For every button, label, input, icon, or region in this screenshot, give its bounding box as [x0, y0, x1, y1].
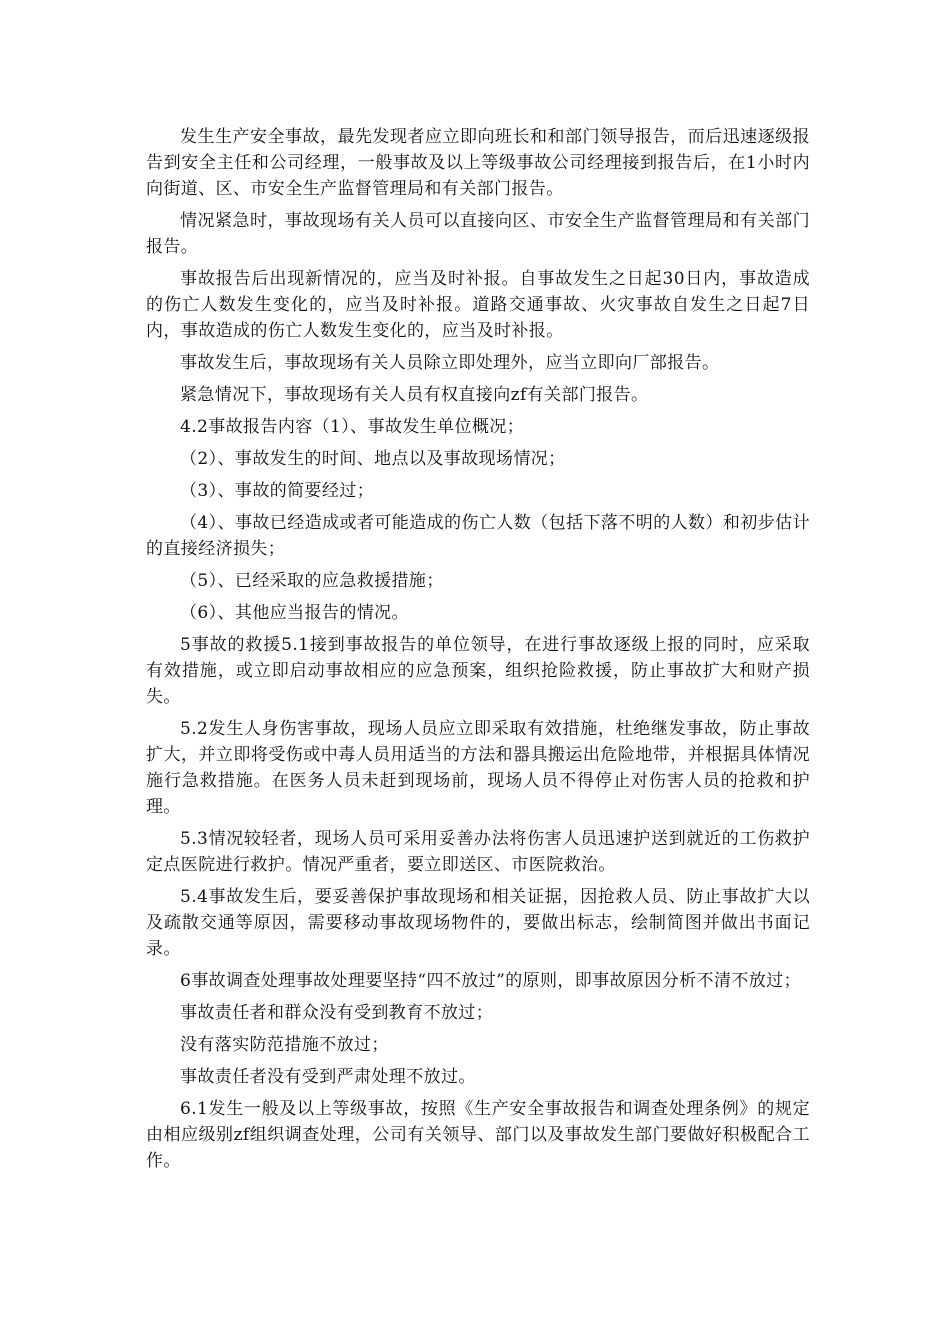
paragraph-report-content-3: （3）、事故的简要经过； [180, 481, 375, 501]
paragraph-rescue-5-1: 5事故的救援5.1接到事故报告的单位领导，在进行事故逐级上报的同时，应采取有效措施，或立即启动事故相应的应急预案，组织抢险救援，防止事故扩大和财产损失。 [146, 635, 810, 707]
paragraph-report-content-2: （2）、事故发生的时间、地点以及事故现场情况； [180, 449, 566, 469]
paragraph-report-procedure: 发生生产安全事故，最先发现者应立即向班长和和部门领导报告，而后迅速逐级报告到安全主任和公司经理，一般事故及以上等级事故公司经理接到报告后，在1小时内向街道、区、市安全生产监督管理局和有关部门报告。 [146, 127, 810, 199]
paragraph-report-content-4: （4）、事故已经造成或者可能造成的伤亡人数（包括下落不明的人数）和初步估计的直接经济损失； [146, 513, 810, 559]
paragraph-report-content-5: （5）、已经采取的应急救援措施； [180, 571, 444, 591]
paragraph-report-content-6: （6）、其他应当报告的情况。 [180, 603, 409, 623]
paragraph-principle-education: 事故责任者和群众没有受到教育不放过； [180, 1003, 494, 1023]
paragraph-supplementary-report: 事故报告后出现新情况的，应当及时补报。自事故发生之日起30日内，事故造成的伤亡人数发生变化的，应当及时补报。道路交通事故、火灾事故自发生之日起7日内，事故造成的伤亡人数发生变化的，应当及时补报。 [146, 269, 810, 341]
paragraph-rescue-5-4: 5.4事故发生后，要妥善保护事故现场和相关证据，因抢救人员、防止事故扩大以及疏散交通等原因，需要移动事故现场物件的，要做出标志，绘制简图并做出书面记录。 [146, 887, 810, 959]
document-body [146, 124, 810, 1180]
paragraph-report-to-factory: 事故发生后，事故现场有关人员除立即处理外，应当立即向厂部报告。 [180, 353, 720, 373]
paragraph-rescue-5-3: 5.3情况较轻者，现场人员可采用妥善办法将伤害人员迅速护送到就近的工伤救护定点医院进行救护。情况严重者，要立即送区、市医院救治。 [146, 829, 810, 875]
paragraph-rescue-5-2: 5.2发生人身伤害事故，现场人员应立即采取有效措施，杜绝继发事故，防止事故扩大，并立即将受伤或中毒人员用适当的方法和器具搬运出危险地带，并根据具体情况施行急救措施。在医务人员未赶到现场前，现场人员不得停止对伤害人员的抢救和护理。 [146, 719, 810, 817]
paragraph-investigation-principle: 6事故调查处理事故处理要坚持“四不放过”的原则，即事故原因分析不清不放过； [180, 971, 801, 991]
paragraph-report-to-government: 紧急情况下，事故现场有关人员有权直接向zf有关部门报告。 [180, 385, 649, 405]
paragraph-report-content-1: 4.2事故报告内容（1）、事故发生单位概况； [180, 417, 525, 437]
paragraph-emergency-direct-report: 情况紧急时，事故现场有关人员可以直接向区、市安全生产监督管理局和有关部门报告。 [146, 211, 810, 257]
paragraph-principle-prevention: 没有落实防范措施不放过； [180, 1035, 389, 1055]
paragraph-principle-punishment: 事故责任者没有受到严肃处理不放过。 [180, 1067, 476, 1087]
paragraph-investigation-6-1: 6.1发生一般及以上等级事故，按照《生产安全事故报告和调查处理条例》的规定由相应级别zf组织调查处理，公司有关领导、部门以及事故发生部门要做好积极配合工作。 [146, 1099, 810, 1171]
